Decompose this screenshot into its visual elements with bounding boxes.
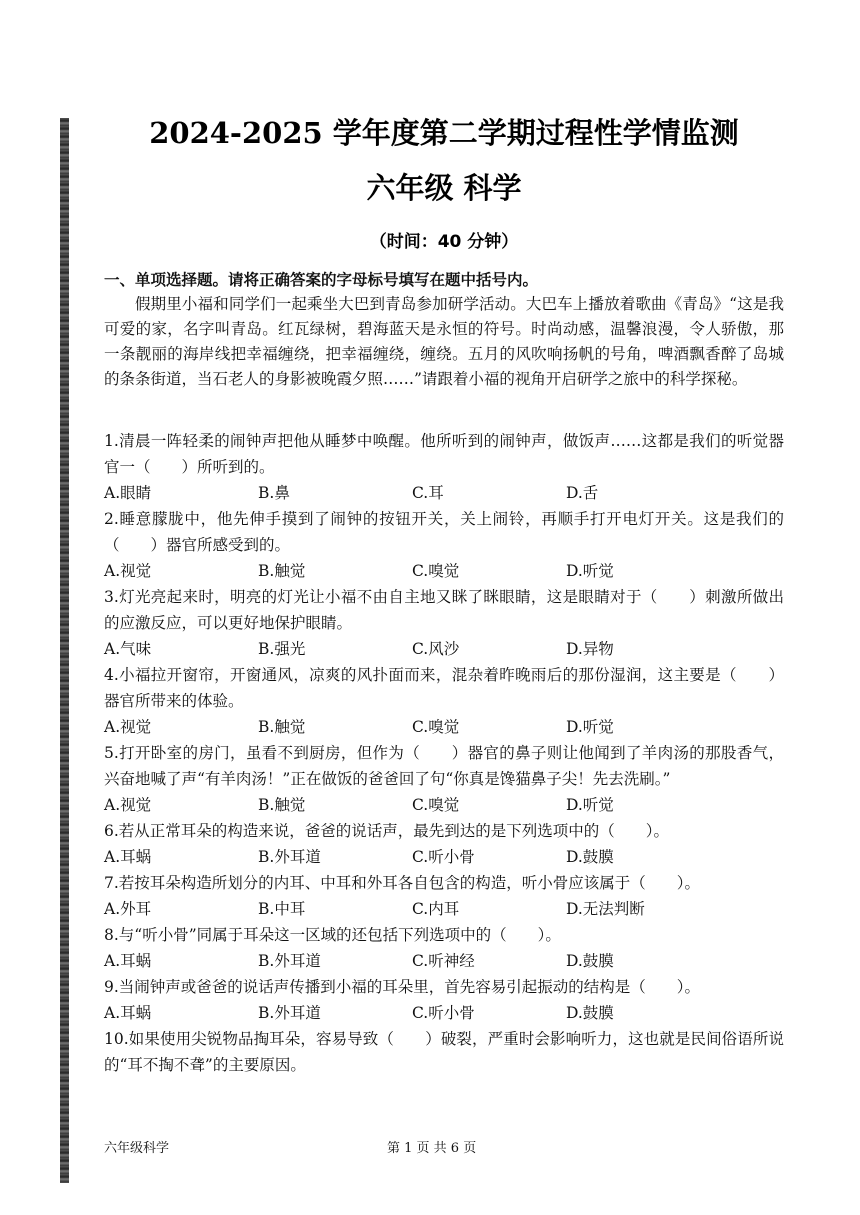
answer-option: B.触觉 <box>258 796 306 814</box>
answer-option: D.鼓膜 <box>566 952 614 970</box>
answer-option: A.外耳 <box>104 900 152 918</box>
option-row <box>104 896 784 922</box>
option-row <box>104 792 784 818</box>
answer-option: D.异物 <box>566 640 614 658</box>
answer-option: D.听觉 <box>566 718 614 736</box>
answer-option: A.眼睛 <box>104 484 152 502</box>
answer-option: B.外耳道 <box>258 1004 321 1022</box>
question-item <box>104 818 784 870</box>
question-text: 6.若从正常耳朵的构造来说，爸爸的说话声，最先到达的是下列选项中的（ ）。 <box>104 822 670 840</box>
answer-option: A.耳蜗 <box>104 848 152 866</box>
answer-option: C.听神经 <box>412 952 475 970</box>
exam-subtitle: 六年级 科学 <box>366 171 522 205</box>
question-item <box>104 922 784 974</box>
answer-option: A.气味 <box>104 640 152 658</box>
exam-title: 2024-2025 学年度第二学期过程性学情监测 <box>149 116 739 150</box>
answer-option: B.强光 <box>258 640 306 658</box>
answer-option: B.触觉 <box>258 562 306 580</box>
section-heading: 一、单项选择题。请将正确答案的字母标号填写在题中括号内。 <box>104 271 539 289</box>
answer-option: C.嗅觉 <box>412 718 460 736</box>
answer-option: A.视觉 <box>104 796 152 814</box>
question-list <box>104 428 784 1078</box>
question-text: 1.清晨一阵轻柔的闹钟声把他从睡梦中唤醒。他所听到的闹钟声，做饭声……这都是我们的听觉器官一（ ）所听到的。 <box>104 432 784 476</box>
answer-option: D.舌 <box>566 484 599 502</box>
footer-subject: 六年级科学 <box>104 1141 170 1156</box>
exam-time: （时间：40 分钟） <box>369 232 519 252</box>
reading-passage: 假期里小福和同学们一起乘坐大巴到青岛参加研学活动。大巴车上播放着歌曲《青岛》“这是我可爱的家，名字叫青岛。红瓦绿树，碧海蓝天是永恒的符号。时尚动感，温馨浪漫，令人骄傲，那一条靓丽的海岸线把幸福缠绕，把幸福缠绕，缠绕。五月的风吹响扬帆的号角，啤酒飘香醉了岛城的条条街道，当石老人的身影被晚霞夕照……”请跟着小福的视角开启研学之旅中的科学探秘。 <box>104 295 784 388</box>
question-item <box>104 974 784 1026</box>
answer-option: B.中耳 <box>258 900 306 918</box>
option-row <box>104 480 784 506</box>
answer-option: C.耳 <box>412 484 444 502</box>
question-item <box>104 1026 784 1078</box>
answer-option: C.听小骨 <box>412 848 475 866</box>
question-text: 3.灯光亮起来时，明亮的灯光让小福不由自主地又眯了眯眼睛，这是眼睛对于（ ）刺激所做出的应激反应，可以更好地保护眼睛。 <box>104 588 784 632</box>
answer-option: D.听觉 <box>566 796 614 814</box>
answer-option: A.视觉 <box>104 562 152 580</box>
answer-option: B.外耳道 <box>258 848 321 866</box>
option-row <box>104 714 784 740</box>
question-item <box>104 870 784 922</box>
footer-page-number: 第 1 页 共 6 页 <box>387 1141 477 1156</box>
question-text: 7.若按耳朵构造所划分的内耳、中耳和外耳各自包含的构造，听小骨应该属于（ ）。 <box>104 874 701 892</box>
question-text: 2.睡意朦胧中，他先伸手摸到了闹钟的按钮开关，关上闹铃，再顺手打开电灯开关。这是我们的（ ）器官所感受到的。 <box>104 510 784 554</box>
option-row <box>104 948 784 974</box>
question-text: 10.如果使用尖锐物品掏耳朵，容易导致（ ）破裂，严重时会影响听力，这也就是民间俗语所说的“耳不掏不聋”的主要原因。 <box>104 1030 784 1074</box>
option-row <box>104 844 784 870</box>
answer-option: C.风沙 <box>412 640 460 658</box>
option-row <box>104 558 784 584</box>
scan-binding-edge <box>60 118 69 1183</box>
answer-option: B.触觉 <box>258 718 306 736</box>
question-item <box>104 584 784 662</box>
question-text: 5.打开卧室的房门，虽看不到厨房，但作为（ ）器官的鼻子则让他闻到了羊肉汤的那股香气，兴奋地喊了声“有羊肉汤！”正在做饭的爸爸回了句“你真是馋猫鼻子尖！先去洗刷。” <box>104 744 784 788</box>
answer-option: D.鼓膜 <box>566 1004 614 1022</box>
answer-option: A.耳蜗 <box>104 952 152 970</box>
answer-option: C.嗅觉 <box>412 562 460 580</box>
answer-option: B.鼻 <box>258 484 290 502</box>
question-item <box>104 662 784 740</box>
question-item <box>104 428 784 506</box>
question-text: 8.与“听小骨”同属于耳朵这一区域的还包括下列选项中的（ ）。 <box>104 926 561 944</box>
question-item <box>104 506 784 584</box>
answer-option: A.耳蜗 <box>104 1004 152 1022</box>
answer-option: D.听觉 <box>566 562 614 580</box>
option-row <box>104 636 784 662</box>
answer-option: C.内耳 <box>412 900 460 918</box>
answer-option: D.鼓膜 <box>566 848 614 866</box>
answer-option: A.视觉 <box>104 718 152 736</box>
question-text: 4.小福拉开窗帘，开窗通风，凉爽的风扑面而来，混杂着昨晚雨后的那份湿润，这主要是（ ）器官所带来的体验。 <box>104 666 784 710</box>
question-text: 9.当闹钟声或爸爸的说话声传播到小福的耳朵里，首先容易引起振动的结构是（ ）。 <box>104 978 701 996</box>
answer-option: C.听小骨 <box>412 1004 475 1022</box>
answer-option: D.无法判断 <box>566 900 645 918</box>
answer-option: C.嗅觉 <box>412 796 460 814</box>
answer-option: B.外耳道 <box>258 952 321 970</box>
option-row <box>104 1000 784 1026</box>
question-item <box>104 740 784 818</box>
